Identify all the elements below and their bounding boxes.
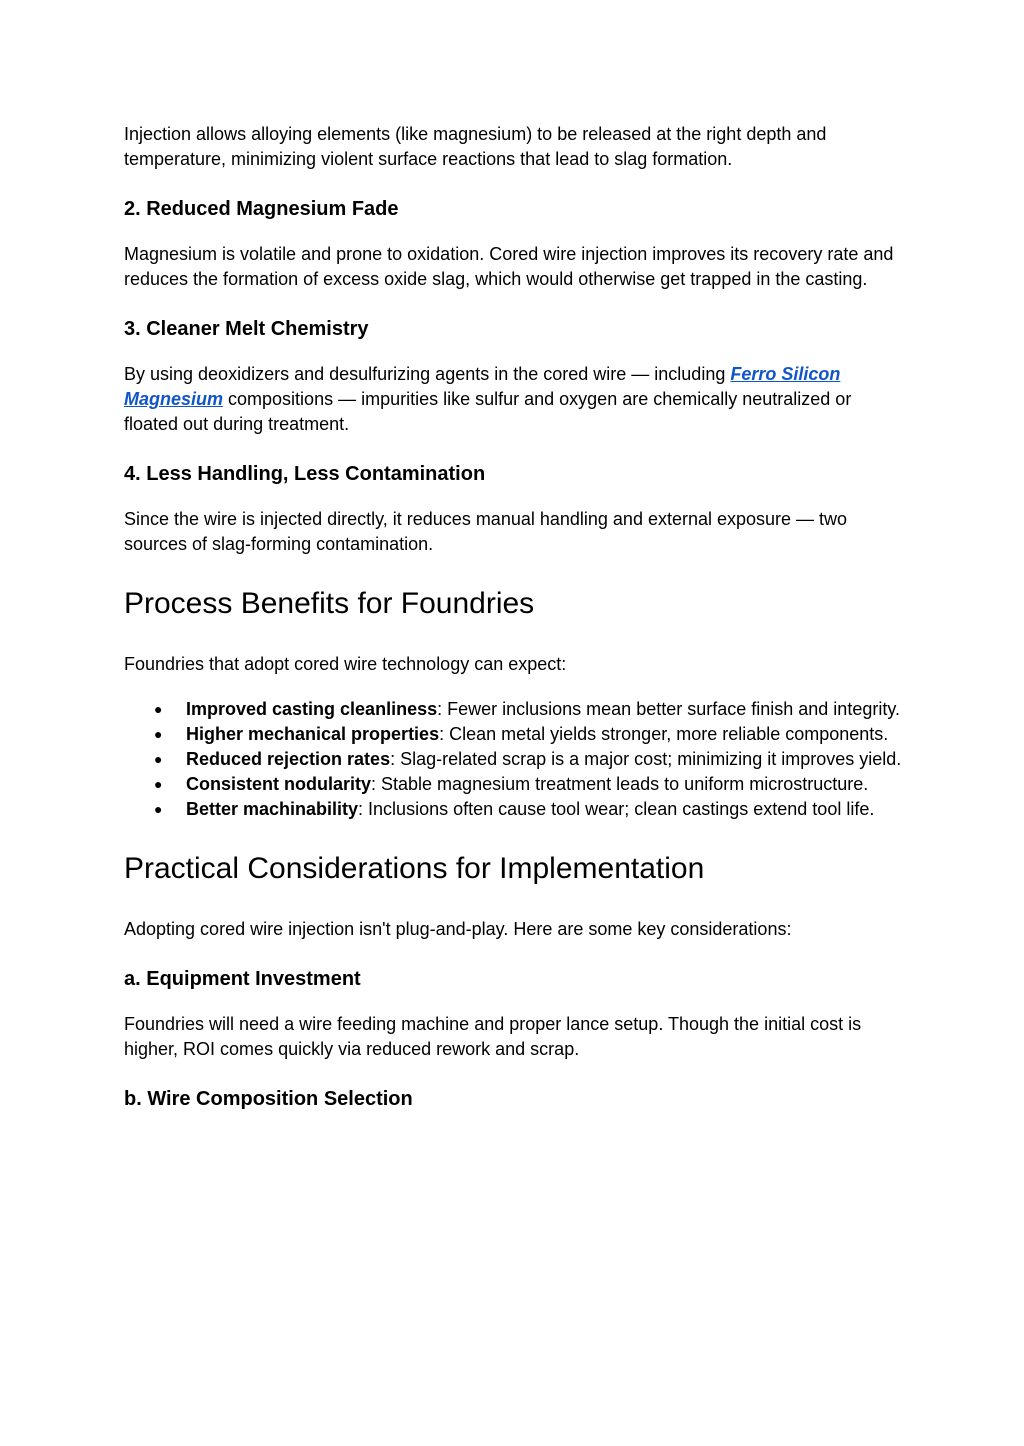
list-item-text: : Fewer inclusions mean better surface finish and integrity.	[437, 699, 900, 719]
section-heading-equipment-investment: a. Equipment Investment	[124, 968, 361, 990]
benefits-list	[124, 697, 904, 822]
ferro-silicon-magnesium-link[interactable]: Ferro Silicon Magnesium	[124, 364, 841, 409]
reduced-fade-paragraph: Magnesium is volatile and prone to oxidation. Cored wire injection improves its recovery rate and reduces the formation of excess oxide slag, which would otherwise get trapped in the casting.	[124, 244, 894, 289]
section-heading-reduced-magnesium-fade: 2. Reduced Magnesium Fade	[124, 198, 399, 220]
section-heading-less-handling: 4. Less Handling, Less Contamination	[124, 463, 486, 485]
cleaner-melt-paragraph	[124, 362, 904, 437]
bullet-icon: ●	[154, 701, 163, 717]
bullet-icon: ●	[154, 726, 163, 742]
bullet-icon: ●	[154, 801, 163, 817]
document-page	[124, 122, 904, 1112]
list-item	[124, 747, 904, 772]
section-heading-cleaner-melt-chemistry: 3. Cleaner Melt Chemistry	[124, 318, 369, 340]
intro-paragraph: Injection allows alloying elements (like magnesium) to be released at the right depth and temperature, minimizing violent surface reactions that lead to slag formation.	[124, 124, 827, 169]
list-item	[124, 797, 904, 822]
list-item	[124, 722, 904, 747]
list-item-term: Higher mechanical properties	[186, 724, 440, 744]
list-item-text: : Stable magnesium treatment leads to uniform microstructure.	[371, 774, 869, 794]
list-item	[124, 772, 904, 797]
heading-process-benefits: Process Benefits for Foundries	[124, 587, 535, 620]
process-benefits-intro: Foundries that adopt cored wire technology can expect:	[124, 654, 567, 674]
list-item-term: Reduced rejection rates	[186, 749, 391, 769]
list-item-term: Better machinability	[186, 799, 359, 819]
list-item-text: : Inclusions often cause tool wear; clean castings extend tool life.	[358, 799, 875, 819]
cleaner-melt-text-before: By using deoxidizers and desulfurizing agents in the cored wire — including	[124, 364, 731, 384]
practical-intro: Adopting cored wire injection isn't plug-and-play. Here are some key considerations:	[124, 919, 792, 939]
less-handling-paragraph: Since the wire is injected directly, it reduces manual handling and external exposure — two sources of slag-forming contamination.	[124, 509, 848, 554]
equipment-paragraph: Foundries will need a wire feeding machine and proper lance setup. Though the initial cost is higher, ROI comes quickly via reduced rework and scrap.	[124, 1014, 862, 1059]
list-item-term: Consistent nodularity	[186, 774, 372, 794]
cleaner-melt-text-after: compositions — impurities like sulfur and oxygen are chemically neutralized or floated out during treatment.	[124, 389, 852, 434]
bullet-icon: ●	[154, 751, 163, 767]
list-item-term: Improved casting cleanliness	[186, 699, 438, 719]
bullet-icon: ●	[154, 776, 163, 792]
list-item-text: : Slag-related scrap is a major cost; minimizing it improves yield.	[390, 749, 902, 769]
list-item	[124, 697, 904, 722]
heading-practical-considerations: Practical Considerations for Implementation	[124, 852, 705, 885]
section-heading-wire-composition: b. Wire Composition Selection	[124, 1088, 413, 1110]
list-item-text: : Clean metal yields stronger, more reliable components.	[439, 724, 889, 744]
